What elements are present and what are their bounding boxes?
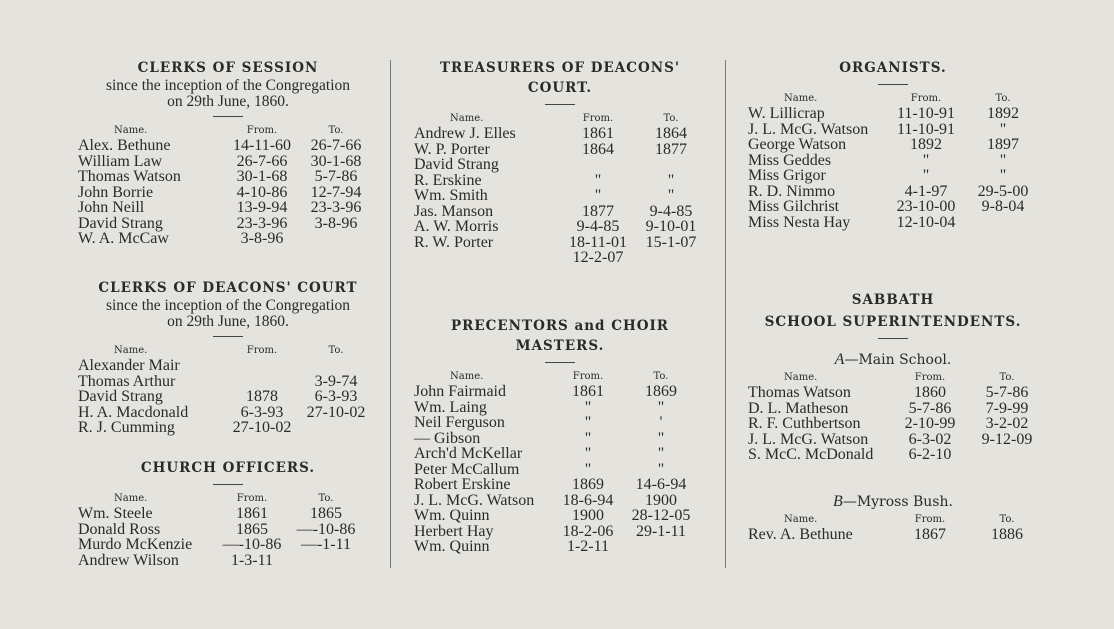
cell-from: 6-3-02 xyxy=(908,430,952,448)
section-subtitle: since the inception of the Congregation xyxy=(105,297,351,314)
cell-to xyxy=(304,420,368,436)
table-row xyxy=(78,537,378,553)
cell-to: 1865 xyxy=(310,505,342,522)
cell-from: 27-10-02 xyxy=(232,419,292,436)
header-name: Name. xyxy=(114,493,148,504)
table-row xyxy=(78,169,378,185)
table-row xyxy=(414,142,706,158)
cell-to: 3-2-02 xyxy=(985,415,1029,432)
table-header xyxy=(414,112,706,126)
separator-rule xyxy=(213,484,243,485)
cell-name: Wm. Smith xyxy=(414,187,488,204)
cell-to: " xyxy=(667,187,675,204)
cell-from: 18-6-94 xyxy=(562,491,614,509)
table-row xyxy=(748,215,1038,231)
header-to: To. xyxy=(328,125,344,136)
cell-to: 9-8-04 xyxy=(981,198,1025,215)
table-body xyxy=(748,385,1038,463)
cell-name: Wm. Laing xyxy=(414,398,487,416)
cell-name: George Watson xyxy=(748,136,847,153)
cell-name: R. F. Cuthbertson xyxy=(748,415,861,432)
cell-name: David Strang xyxy=(78,388,163,405)
header-name: Name. xyxy=(450,371,484,382)
table-body xyxy=(748,527,1038,543)
cell-to xyxy=(304,231,368,247)
cell-from xyxy=(220,374,304,390)
table-row xyxy=(414,493,706,509)
treasurers-section xyxy=(414,58,706,266)
table-row xyxy=(748,106,1038,122)
table-body xyxy=(414,384,706,555)
cell-to: ' xyxy=(659,414,663,431)
section-title: SABBATH xyxy=(851,292,935,308)
cell-name: Miss Gilchrist xyxy=(748,198,840,215)
cell-from: " xyxy=(922,151,930,169)
cell-to: " xyxy=(667,171,675,189)
cell-from: 26-7-66 xyxy=(236,152,288,170)
cell-to: " xyxy=(657,460,665,478)
table-row xyxy=(78,506,378,522)
cell-name: — Gibson xyxy=(414,429,481,447)
header-to: To. xyxy=(999,513,1015,525)
table-row xyxy=(78,185,378,201)
cell-name: Donald Ross xyxy=(78,520,161,538)
myross-bush-subheading xyxy=(748,493,1038,511)
header-from: From. xyxy=(914,372,946,383)
cell-from: " xyxy=(594,171,602,189)
cell-name: H. A. Macdonald xyxy=(78,403,189,421)
cell-from: 1892 xyxy=(910,136,942,153)
table-row xyxy=(748,447,1038,463)
cell-name: John Borrie xyxy=(78,183,154,201)
cell-from: 11-10-91 xyxy=(896,105,956,122)
section-subtitle: since the inception of the Congregation xyxy=(105,77,351,94)
cell-from: " xyxy=(922,167,930,184)
table-row xyxy=(748,137,1038,153)
cell-name: Robert Erskine xyxy=(414,476,511,493)
section-title: COURT. xyxy=(527,80,593,96)
cell-from: 1-2-11 xyxy=(566,538,610,555)
table-row xyxy=(748,153,1038,169)
table-row xyxy=(414,431,706,447)
table-row xyxy=(78,389,378,405)
cell-name: Wm. Quinn xyxy=(414,507,490,524)
subheading-text: —Myross Bush. xyxy=(842,493,953,510)
cell-name: Andrew J. Elles xyxy=(414,125,516,142)
table-row xyxy=(748,527,1038,543)
table-row xyxy=(414,204,706,220)
header-from: From. xyxy=(910,93,942,104)
table-body xyxy=(748,106,1038,230)
cell-name: Jas. Manson xyxy=(414,202,494,220)
table-header xyxy=(748,371,1038,385)
section-title: ORGANISTS. xyxy=(839,60,947,76)
cell-to: 1864 xyxy=(655,125,687,142)
cell-from: " xyxy=(584,460,592,478)
table-row xyxy=(78,553,378,569)
cell-from xyxy=(220,358,304,374)
cell-from: 5-7-86 xyxy=(908,399,952,417)
table-row xyxy=(78,522,378,538)
cell-to: 3-8-96 xyxy=(314,214,358,232)
header-from: From. xyxy=(236,493,268,504)
cell-to: 1897 xyxy=(987,136,1019,153)
cell-to: " xyxy=(999,151,1007,169)
table-row xyxy=(414,415,706,431)
separator-rule xyxy=(878,84,908,85)
cell-from: 23-10-00 xyxy=(896,198,956,215)
cell-to: 7-9-99 xyxy=(985,399,1029,417)
table-row xyxy=(78,154,378,170)
cell-from: " xyxy=(594,187,602,204)
cell-name: Murdo McKenzie xyxy=(78,536,193,553)
cell-name: Rev. A. Bethune xyxy=(748,525,853,543)
cell-name: Arch'd McKellar xyxy=(414,445,523,462)
header-from: From. xyxy=(914,513,946,525)
table-row xyxy=(78,358,378,374)
cell-from: 9-4-85 xyxy=(576,218,620,235)
cell-from: 1878 xyxy=(246,388,278,405)
cell-to: 1892 xyxy=(987,105,1019,122)
table-row xyxy=(748,122,1038,138)
cell-to: —-10-86 xyxy=(296,520,356,538)
table-row xyxy=(414,384,706,400)
section-title: MASTERS. xyxy=(515,338,605,354)
cell-from: 30-1-68 xyxy=(236,168,288,185)
cell-name: R. D. Nimmo xyxy=(748,182,836,200)
table-body xyxy=(78,358,378,436)
table-row xyxy=(414,477,706,493)
cell-from: 1861 xyxy=(236,505,268,522)
cell-to: 3-9-74 xyxy=(314,372,358,390)
cell-to: " xyxy=(657,429,665,447)
table-row xyxy=(414,400,706,416)
section-subtitle: on 29th June, 1860. xyxy=(167,313,289,330)
table-row xyxy=(414,539,706,555)
section-title: CLERKS OF SESSION xyxy=(137,60,319,76)
table-body xyxy=(78,138,378,247)
header-to: To. xyxy=(663,113,679,124)
organists-section xyxy=(748,58,1038,230)
table-row xyxy=(414,250,706,266)
cell-to: 1886 xyxy=(991,525,1023,543)
table-row xyxy=(414,188,706,204)
cell-to xyxy=(636,250,706,266)
cell-from: 6-3-93 xyxy=(240,403,284,421)
clerks-of-deacons-court-section xyxy=(78,278,378,436)
cell-name xyxy=(414,250,560,266)
cell-to: 23-3-96 xyxy=(310,199,362,216)
cell-to: 9-12-09 xyxy=(981,430,1033,448)
cell-to: 6-3-93 xyxy=(314,388,358,405)
cell-to xyxy=(636,157,706,173)
table-row xyxy=(748,432,1038,448)
table-row xyxy=(78,231,378,247)
table-row xyxy=(748,385,1038,401)
section-subtitle: on 29th June, 1860. xyxy=(167,93,289,110)
cell-from: 1861 xyxy=(582,125,614,142)
cell-name: Alex. Bethune xyxy=(78,137,171,154)
cell-to: 9-10-01 xyxy=(645,218,697,235)
header-from: From. xyxy=(246,125,278,136)
header-name: Name. xyxy=(114,125,148,136)
column-right xyxy=(748,58,1038,568)
header-name: Name. xyxy=(784,372,818,383)
subheading-letter: A xyxy=(834,351,845,368)
cell-name: Thomas Watson xyxy=(748,384,851,401)
main-school-subheading xyxy=(748,351,1038,369)
table-row xyxy=(414,235,706,251)
table-body xyxy=(414,126,706,266)
cell-name: Miss Geddes xyxy=(748,151,832,169)
cell-name: D. L. Matheson xyxy=(748,399,849,417)
column-divider xyxy=(390,60,391,568)
cell-from: 1877 xyxy=(582,202,614,220)
cell-to: " xyxy=(999,167,1007,184)
cell-name: John Neill xyxy=(78,199,145,216)
cell-from: 12-10-04 xyxy=(896,213,956,231)
cell-name: R. W. Porter xyxy=(414,233,494,251)
cell-to xyxy=(626,539,696,555)
cell-from: 14-11-60 xyxy=(232,137,292,154)
cell-name: Andrew Wilson xyxy=(78,551,179,569)
cell-from: 1867 xyxy=(914,525,946,543)
table-header xyxy=(78,124,378,138)
cell-name: S. McC. McDonald xyxy=(748,446,874,463)
table-row xyxy=(414,157,706,173)
cell-from: 2-10-99 xyxy=(904,415,956,432)
cell-from: 1860 xyxy=(914,384,946,401)
table-row xyxy=(748,184,1038,200)
separator-rule xyxy=(213,336,243,337)
cell-to: 1869 xyxy=(645,383,677,400)
header-to: To. xyxy=(995,93,1011,104)
cell-from: 18-2-06 xyxy=(562,522,614,540)
cell-from: " xyxy=(584,414,592,431)
header-name: Name. xyxy=(114,345,148,356)
cell-name: William Law xyxy=(78,152,163,170)
precentors-section xyxy=(414,316,706,555)
section-title: CHURCH OFFICERS. xyxy=(140,460,316,476)
cell-from: 4-1-97 xyxy=(904,182,948,200)
cell-from: —-10-86 xyxy=(222,536,282,553)
table-row xyxy=(748,401,1038,417)
cell-from: " xyxy=(584,445,592,462)
cell-to xyxy=(972,447,1042,463)
cell-name: J. L. McG. Watson xyxy=(414,491,535,509)
cell-to: 29-1-11 xyxy=(635,522,687,540)
header-from: From. xyxy=(572,371,604,382)
cell-from: " xyxy=(584,398,592,416)
cell-name: Miss Grigor xyxy=(748,167,826,184)
header-to: To. xyxy=(318,493,334,504)
table-row xyxy=(414,173,706,189)
cell-from: 11-10-91 xyxy=(896,120,956,138)
cell-name: Alexander Mair xyxy=(78,357,180,374)
cell-to: 9-4-85 xyxy=(649,202,693,220)
cell-to: 30-1-68 xyxy=(310,152,362,170)
cell-name: J. L. McG. Watson xyxy=(748,430,869,448)
cell-name: R. Erskine xyxy=(414,171,482,189)
cell-name: David Strang xyxy=(78,214,163,232)
header-to: To. xyxy=(328,345,344,356)
cell-from: " xyxy=(584,429,592,447)
cell-name: R. J. Cumming xyxy=(78,419,175,436)
section-title: PRECENTORS and CHOIR xyxy=(450,318,669,334)
header-to: To. xyxy=(999,372,1015,383)
table-header xyxy=(748,92,1038,106)
cell-from: 13-9-94 xyxy=(236,199,288,216)
cell-to: 29-5-00 xyxy=(977,182,1029,200)
cell-from: 1900 xyxy=(572,507,604,524)
table-row xyxy=(414,462,706,478)
cell-to: 14-6-94 xyxy=(635,476,687,493)
subheading-letter: B xyxy=(833,492,843,510)
table-row xyxy=(78,374,378,390)
church-officers-section xyxy=(78,458,378,568)
table-row xyxy=(414,446,706,462)
cell-to: 28-12-05 xyxy=(631,507,691,524)
table-row xyxy=(748,199,1038,215)
cell-name: W. Lillicrap xyxy=(748,105,825,122)
cell-to: 1900 xyxy=(645,491,677,509)
cell-from: 4-10-86 xyxy=(236,183,288,201)
cell-name: Herbert Hay xyxy=(414,522,494,540)
cell-name: A. W. Morris xyxy=(414,218,499,235)
table-header xyxy=(748,513,1038,527)
cell-to xyxy=(304,358,368,374)
cell-name: W. P. Porter xyxy=(414,140,490,158)
table-header xyxy=(414,370,706,384)
cell-to: 15-1-07 xyxy=(645,233,697,251)
table-body xyxy=(78,506,378,568)
cell-from: 18-11-01 xyxy=(568,233,628,251)
table-row xyxy=(78,138,378,154)
cell-to: 27-10-02 xyxy=(306,403,366,421)
cell-to: 5-7-86 xyxy=(314,168,358,185)
cell-to: " xyxy=(657,398,665,416)
column-divider xyxy=(725,60,726,568)
cell-from: 12-2-07 xyxy=(572,249,624,266)
table-header xyxy=(78,344,378,358)
cell-name: David Strang xyxy=(414,156,499,173)
cell-from: 6-2-10 xyxy=(908,446,952,463)
header-from: From. xyxy=(582,113,614,124)
table-row xyxy=(414,508,706,524)
cell-to: 1877 xyxy=(655,140,687,158)
header-name: Name. xyxy=(450,113,484,124)
table-header xyxy=(78,492,378,506)
cell-to xyxy=(294,553,358,569)
cell-from: 1-3-11 xyxy=(230,551,274,569)
cell-to: 5-7-86 xyxy=(985,384,1029,401)
cell-to: " xyxy=(999,120,1007,138)
cell-from: 1869 xyxy=(572,476,604,493)
separator-rule xyxy=(545,362,575,363)
cell-to: " xyxy=(657,445,665,462)
cell-name: J. L. McG. Watson xyxy=(748,120,869,138)
cell-from: 1864 xyxy=(582,140,614,158)
section-title: SCHOOL SUPERINTENDENTS. xyxy=(764,314,1022,330)
header-from: From. xyxy=(246,345,278,356)
separator-rule xyxy=(213,116,243,117)
section-title: CLERKS OF DEACONS' COURT xyxy=(98,280,358,296)
cell-name: Neil Ferguson xyxy=(414,414,505,431)
cell-to: 26-7-66 xyxy=(310,137,362,154)
cell-name: Wm. Steele xyxy=(78,505,153,522)
cell-name: Peter McCallum xyxy=(414,460,520,478)
table-row xyxy=(78,200,378,216)
column-middle xyxy=(414,58,706,568)
table-row xyxy=(78,420,378,436)
separator-rule xyxy=(878,338,908,339)
cell-to: —-1-11 xyxy=(300,536,352,553)
table-row xyxy=(78,405,378,421)
header-name: Name. xyxy=(784,93,818,104)
cell-to: 12-7-94 xyxy=(310,183,362,201)
table-row xyxy=(414,219,706,235)
header-name: Name. xyxy=(784,513,818,525)
cell-from: 3-8-96 xyxy=(240,230,284,247)
cell-from: 1861 xyxy=(572,383,604,400)
cell-name: Miss Nesta Hay xyxy=(748,213,851,231)
section-title: TREASURERS OF DEACONS' xyxy=(440,60,680,76)
cell-name: John Fairmaid xyxy=(414,383,506,400)
table-row xyxy=(748,416,1038,432)
subheading-text: —Main School. xyxy=(844,352,952,368)
column-left xyxy=(78,58,378,568)
header-to: To. xyxy=(653,371,669,382)
clerks-of-session-section xyxy=(78,58,378,247)
cell-from: 1865 xyxy=(236,520,268,538)
table-row xyxy=(414,126,706,142)
cell-from xyxy=(560,157,636,173)
cell-name: Thomas Watson xyxy=(78,168,181,185)
table-row xyxy=(414,524,706,540)
cell-to xyxy=(968,215,1038,231)
table-row xyxy=(78,216,378,232)
cell-name: W. A. McCaw xyxy=(78,230,169,247)
table-row xyxy=(748,168,1038,184)
sabbath-school-section xyxy=(748,290,1038,542)
separator-rule xyxy=(545,104,575,105)
cell-name: Wm. Quinn xyxy=(414,538,490,555)
cell-from: 23-3-96 xyxy=(236,214,288,232)
cell-name: Thomas Arthur xyxy=(78,372,176,390)
